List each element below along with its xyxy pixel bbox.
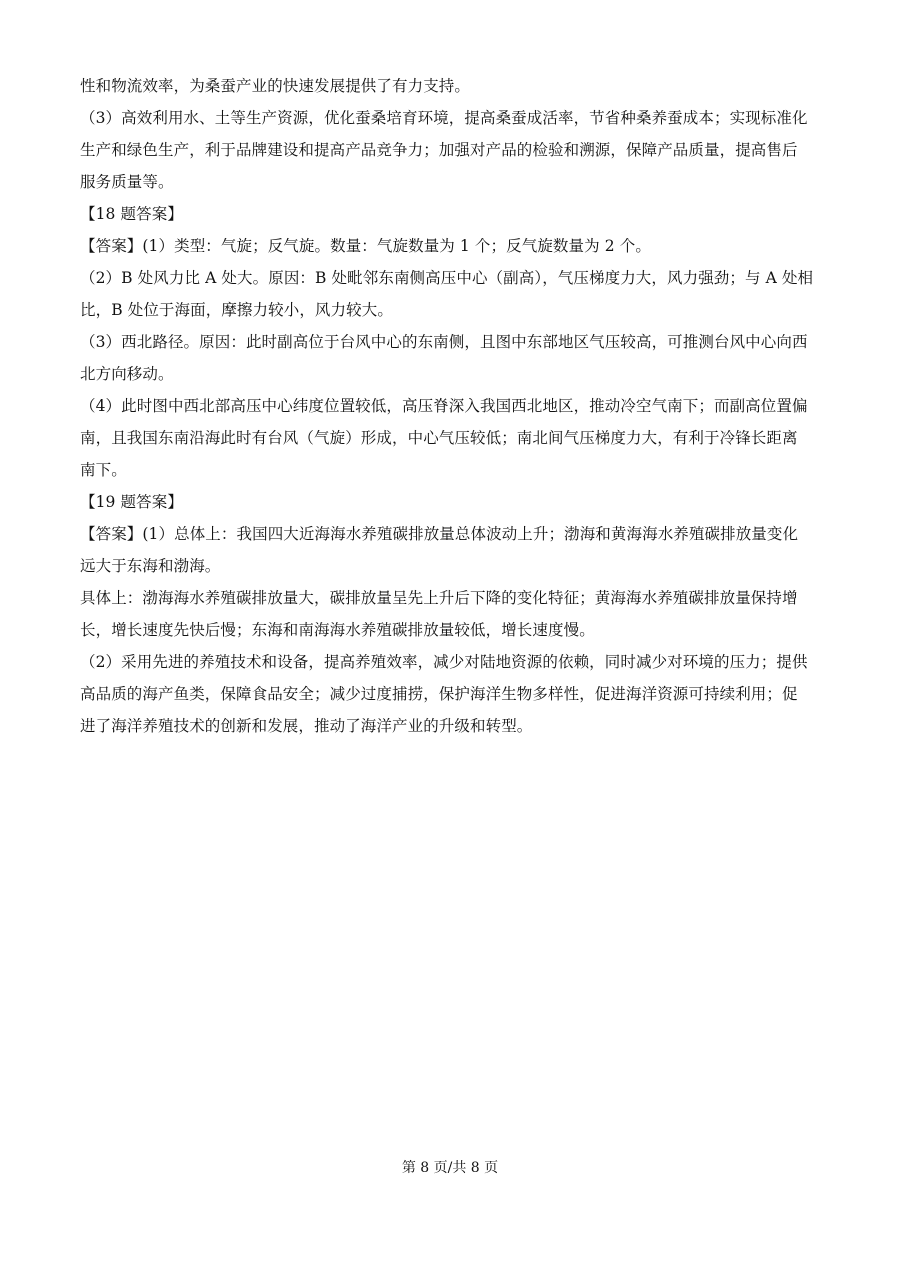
text-line: 性和物流效率，为桑蚕产业的快速发展提供了有力支持。 <box>80 77 471 95</box>
text-line: 服务质量等。 <box>80 173 174 191</box>
text-line: 【答案】(1）总体上：我国四大近海海水养殖碳排放量总体波动上升；渤海和黄海海水养殖碳排放量变化 <box>80 525 799 543</box>
text-line: 远大于东海和渤海。 <box>80 557 221 575</box>
section-heading-q18: 【18 题答案】 <box>80 205 183 223</box>
text-line: （2）B 处风力比 A 处大。原因：B 处毗邻东南侧高压中心（副高），气压梯度力大，风力强劲；与 A 处相 <box>80 269 814 287</box>
text-line: （4）此时图中西北部高压中心纬度位置较低，高压脊深入我国西北地区，推动冷空气南下；而副高位置偏 <box>80 397 808 415</box>
text-line: 南下。 <box>80 461 127 479</box>
text-line: 长，增长速度先快后慢；东海和南海海水养殖碳排放量较低，增长速度慢。 <box>80 621 595 639</box>
text-line: （3）西北路径。原因：此时副高位于台风中心的东南侧，且图中东部地区气压较高，可推测台风中心向西 <box>80 333 808 351</box>
text-line: 北方向移动。 <box>80 365 174 383</box>
text-line: 具体上：渤海海水养殖碳排放量大，碳排放量呈先上升后下降的变化特征；黄海海水养殖碳排放量保持增 <box>80 589 798 607</box>
text-line: 进了海洋养殖技术的创新和发展，推动了海洋产业的升级和转型。 <box>80 717 533 735</box>
text-line: （3）高效利用水、土等生产资源，优化蚕桑培育环境，提高桑蚕成活率，节省种桑养蚕成本；实现标准化 <box>80 109 808 127</box>
document-body <box>80 70 820 742</box>
text-line: 南，且我国东南沿海此时有台风（气旋）形成，中心气压较低；南北间气压梯度力大，有利于冷锋长距离 <box>80 429 798 447</box>
section-heading-q19: 【19 题答案】 <box>80 493 183 511</box>
text-line: 高品质的海产鱼类，保障食品安全；减少过度捕捞，保护海洋生物多样性，促进海洋资源可持续利用；促 <box>80 685 798 703</box>
page-footer: 第 8 页/共 8 页 <box>401 1160 499 1176</box>
text-line: （2）采用先进的养殖技术和设备，提高养殖效率，减少对陆地资源的依赖，同时减少对环境的压力；提供 <box>80 653 808 671</box>
text-line: 【答案】(1）类型：气旋；反气旋。数量：气旋数量为 1 个；反气旋数量为 2 个。 <box>80 237 651 255</box>
text-line: 生产和绿色生产，利于品牌建设和提高产品竞争力；加强对产品的检验和溯源，保障产品质量，提高售后 <box>80 141 798 159</box>
text-line: 比，B 处位于海面，摩擦力较小，风力较大。 <box>80 301 393 319</box>
